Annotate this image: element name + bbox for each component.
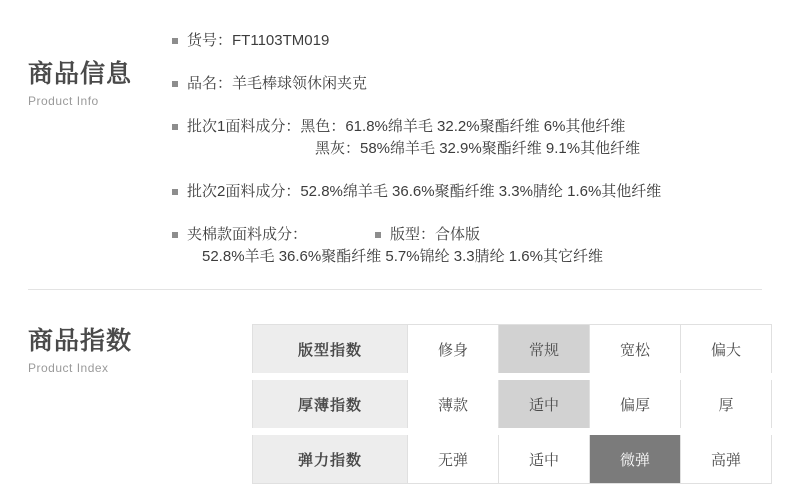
product-index-heading-en: Product Index (28, 361, 109, 375)
info-row-line (187, 224, 603, 246)
index-option-cell[interactable]: 高弹 (681, 432, 772, 484)
index-option-cell-selected[interactable]: 适中 (499, 377, 590, 432)
info-row-fit-group (375, 224, 480, 246)
section-divider (28, 289, 762, 290)
product-index-table (252, 324, 772, 484)
square-bullet-icon (172, 232, 178, 238)
table-row (253, 432, 772, 484)
info-row-item-name (172, 73, 772, 95)
index-option-cell[interactable]: 修身 (408, 325, 499, 377)
table-row (253, 325, 772, 377)
index-option-cell[interactable]: 偏厚 (590, 377, 681, 432)
info-row-item-code (172, 30, 772, 52)
info-row-label: 夹棉款面料成分： (187, 226, 308, 243)
info-row-value: 黑色：61.8%绵羊毛 32.2%聚酯纤维 6%其他纤维 (300, 118, 626, 135)
info-row-fit-label: 版型： (390, 226, 436, 243)
info-row-value: 羊毛棒球领休闲夹克 (232, 75, 368, 92)
square-bullet-icon (172, 189, 178, 195)
info-row-value: FT1103TM019 (232, 32, 330, 49)
index-option-cell[interactable]: 适中 (499, 432, 590, 484)
index-option-cell-selected[interactable]: 常规 (499, 325, 590, 377)
info-row-line (187, 116, 640, 138)
info-row-label: 货号： (187, 32, 233, 49)
info-row-subline: 黑灰：58%绵羊毛 32.9%聚酯纤维 9.1%其他纤维 (315, 140, 641, 157)
info-row-fit-value: 合体版 (435, 226, 481, 243)
index-option-cell[interactable]: 厚 (681, 377, 772, 432)
index-option-cell[interactable]: 薄款 (408, 377, 499, 432)
square-bullet-icon (172, 81, 178, 87)
info-row-batch1-fabric (172, 116, 772, 160)
index-option-cell[interactable]: 宽松 (590, 325, 681, 377)
info-row-padded-fabric (172, 224, 772, 268)
square-bullet-icon (172, 38, 178, 44)
index-row-label: 版型指数 (253, 325, 408, 377)
square-bullet-icon (172, 124, 178, 130)
product-info-heading (28, 58, 132, 108)
product-index-heading-cn: 商品指数 (28, 327, 133, 355)
product-info-list (172, 30, 772, 289)
product-info-heading-cn: 商品信息 (28, 60, 133, 88)
info-row-label: 品名： (187, 75, 233, 92)
info-row-label: 批次2面料成分： (187, 183, 301, 200)
square-bullet-icon (375, 232, 381, 238)
index-row-label: 弹力指数 (253, 432, 408, 484)
index-option-cell-selected[interactable]: 微弹 (590, 432, 681, 484)
info-row-subline: 52.8%羊毛 36.6%聚酯纤维 5.7%锦纶 3.3腈纶 1.6%其它纤维 (202, 248, 603, 265)
product-index-section (0, 300, 790, 504)
index-row-label: 厚薄指数 (253, 377, 408, 432)
info-row-label: 批次1面料成分： (187, 118, 301, 135)
index-option-cell[interactable]: 无弹 (408, 432, 499, 484)
info-row-value: 52.8%绵羊毛 36.6%聚酯纤维 3.3%腈纶 1.6%其他纤维 (300, 183, 662, 200)
info-row-batch2-fabric (172, 181, 772, 203)
product-index-heading (28, 325, 132, 375)
product-info-heading-en: Product Info (28, 94, 99, 108)
index-option-cell[interactable]: 偏大 (681, 325, 772, 377)
table-row (253, 377, 772, 432)
